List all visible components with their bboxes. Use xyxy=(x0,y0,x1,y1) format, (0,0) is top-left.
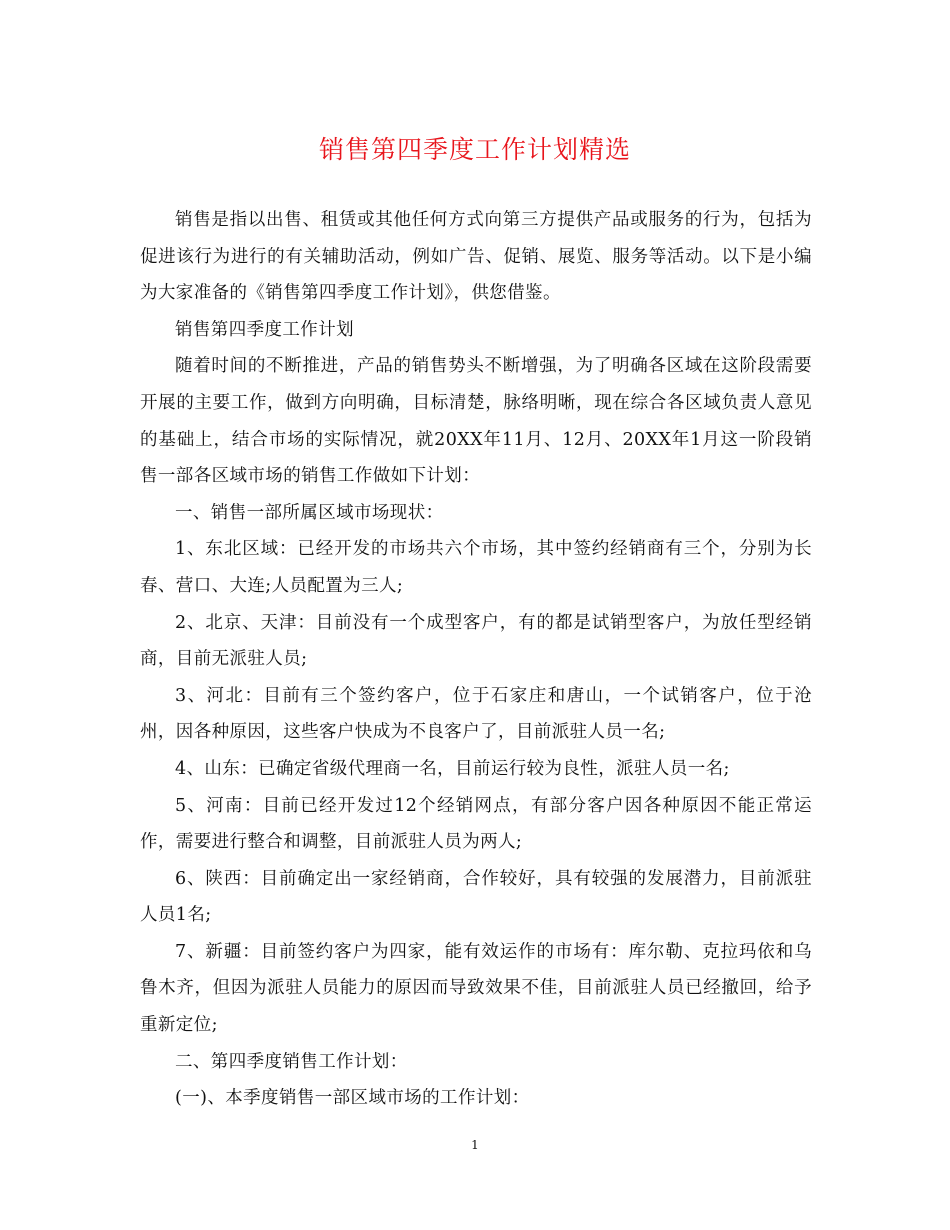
list-item-henan: 5、河南：目前已经开发过12个经销网点，有部分客户因各种原因不能正常运作，需要进行整合和调整，目前派驻人员为两人; xyxy=(140,795,812,853)
document-body xyxy=(140,202,812,1117)
document-title: 销售第四季度工作计划精选 xyxy=(318,135,631,164)
list-item-shaanxi: 6、陕西：目前确定出一家经销商，合作较好，具有较强的发展潜力，目前派驻人员1名; xyxy=(140,868,812,926)
section-heading-q4-plan: 二、第四季度销售工作计划： xyxy=(175,1051,408,1072)
list-item-hebei: 3、河北：目前有三个签约客户，位于石家庄和唐山，一个试销客户，位于沧州，因各种原因，这些客户快成为不良客户了，目前派驻人员一名; xyxy=(140,685,812,743)
section-heading-market-status: 一、销售一部所属区域市场现状： xyxy=(175,502,444,523)
subsection-heading-regional-plan: (一)、本季度销售一部区域市场的工作计划： xyxy=(175,1088,530,1109)
page-number: 1 xyxy=(471,1138,479,1152)
list-item-shandong: 4、山东：已确定省级代理商一名，目前运行较为良性，派驻人员一名; xyxy=(175,758,730,779)
list-item-xinjiang: 7、新疆：目前签约客户为四家，能有效运作的市场有：库尔勒、克拉玛依和乌鲁木齐，但因为派驻人员能力的原因而导致效果不佳，目前派驻人员已经撤回，给予重新定位; xyxy=(140,941,812,1036)
paragraph-background: 随着时间的不断推进，产品的销售势头不断增强，为了明确各区域在这阶段需要开展的主要工作，做到方向明确，目标清楚，脉络明晰，现在综合各区域负责人意见的基础上，结合市场的实际情况，就20XX年11月、12月、20XX年1月这一阶段销售一部各区域市场的销售工作做如下计划： xyxy=(140,356,812,487)
list-item-northeast: 1、东北区域：已经开发的市场共六个市场，其中签约经销商有三个，分别为长春、营口、大连;人员配置为三人; xyxy=(140,539,812,596)
paragraph-intro: 销售是指以出售、租赁或其他任何方式向第三方提供产品或服务的行为，包括为促进该行为进行的有关辅助活动，例如广告、促销、展览、服务等活动。以下是小编为大家准备的《销售第四季度工作计划》，供您借鉴。 xyxy=(140,210,812,304)
list-item-beijing-tianjin: 2、北京、天津：目前没有一个成型客户，有的都是试销型客户，为放任型经销商，目前无派驻人员; xyxy=(140,612,812,670)
paragraph-heading-plan: 销售第四季度工作计划 xyxy=(175,319,354,340)
